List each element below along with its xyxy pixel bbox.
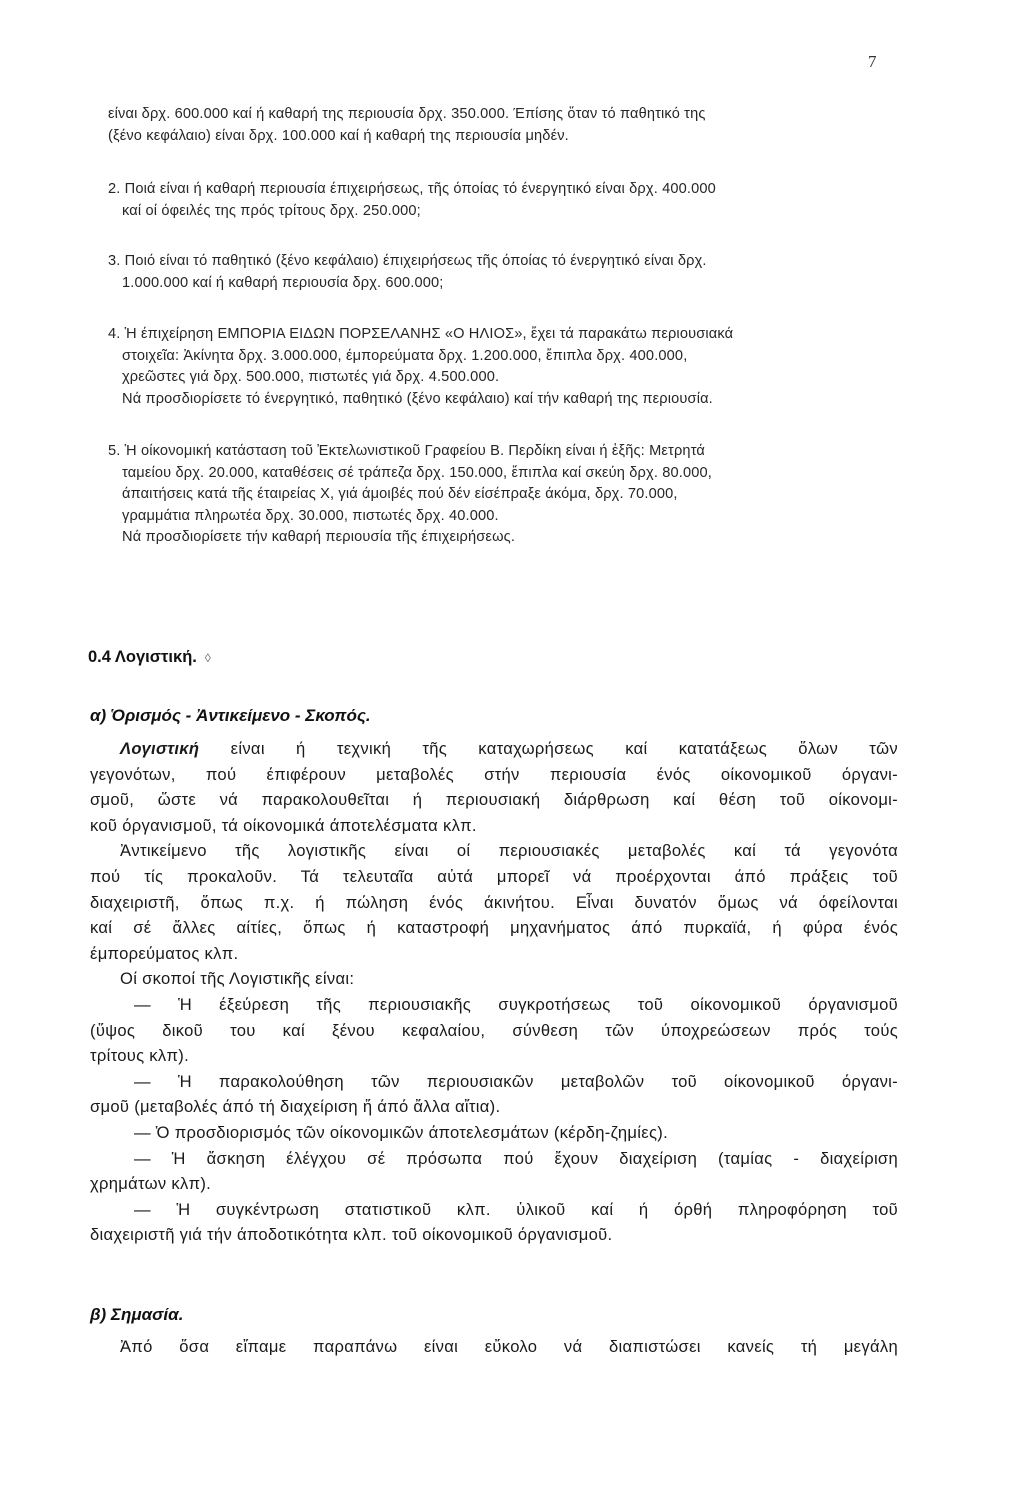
text-line: κοῦ όργανισμοῦ, τά οίκονομικά άποτελέσματα κλπ. — [90, 815, 477, 835]
text-line: ταμείου δρχ. 20.000, καταθέσεις σέ τράπεζα δρχ. 150.000, ἔπιπλα καί σκεύη δρχ. 80.000, — [122, 464, 712, 481]
bullet-line: — Ἡ έξεύρεση τῆς περιουσιακῆς συγκροτήσεως τοῦ οίκονομικοῦ όργανισμοῦ — [134, 994, 898, 1014]
text-line: γραμμάτια πληρωτέα δρχ. 30.000, πιστωτές δρχ. 40.000. — [122, 507, 499, 524]
text-line: 4. Ἡ έπιχείρηση ΕΜΠΟΡΙΑ ΕΙΔΩΝ ΠΟΡΣΕΛΑΝΗΣ «Ο ΗΛΙΟΣ», ἔχει τά παρακάτω περιουσιακά — [108, 326, 734, 342]
bullet-line: — Ἡ ἄσκηση έλέγχου σέ πρόσωπα πού ἔχουν διαχείριση (ταμίας - διαχείριση — [134, 1148, 898, 1168]
section-title — [88, 648, 211, 667]
text-line: Νά προσδιορίσετε τό ένεργητικό, παθητικό (ξένο κεφάλαιο) καί τήν καθαρή της περιουσία. — [122, 390, 713, 407]
bullet-line: — Ἡ συγκέντρωση στατιστικοῦ κλπ. ὑλικοῦ καί ή όρθή πληροφόρηση τοῦ — [134, 1199, 898, 1219]
section-title-text: 0.4 Λογιστική. — [88, 648, 197, 666]
page-number: 7 — [868, 52, 877, 71]
text-line: πού τίς προκαλοῦν. Τά τελευταῖα αὐτά μπορεῖ νά προέρχονται άπό πράξεις τοῦ — [90, 866, 898, 886]
text-line: χρημάτων κλπ). — [90, 1174, 212, 1194]
text-line: άπαιτήσεις κατά τῆς έταιρείας Χ, γιά άμοιβές πού δέν είσέπραξε άκόμα, δρχ. 70.000, — [122, 486, 678, 502]
exercise-5 — [108, 441, 908, 549]
text-line: Οί σκοποί τῆς Λογιστικῆς είναι: — [120, 969, 355, 989]
subsection-b-body — [90, 1334, 898, 1360]
margin-mark-icon: ◊ — [204, 651, 211, 665]
text-line: 5. Ἡ οίκονομική κατάσταση τοῦ Ἐκτελωνιστικοῦ Γραφείου Β. Περδίκη είναι ή ἑξῆς: Μετρητά — [108, 443, 705, 459]
text-line: τρίτους κλπ). — [90, 1046, 189, 1066]
text-line: είναι δρχ. 600.000 καί ή καθαρή της περιουσία δρχ. 350.000. Έπίσης ὅταν τό παθητικό της — [108, 106, 706, 122]
text-line: σμοῦ, ὥστε νά παρακολουθεῖται ή περιουσιακή διάρθρωση καί θέση τοῦ οίκονομι- — [90, 790, 898, 810]
text-line: χρεῶστες γιά δρχ. 500.000, πιστωτές γιά δρχ. 4.500.000. — [122, 369, 500, 385]
exercise-2 — [108, 179, 908, 222]
bullet-line: — Ὁ προσδιορισμός τῶν οίκονομικῶν άποτελεσμάτων (κέρδη-ζημίες). — [134, 1122, 668, 1142]
text-line: 1.000.000 καί ή καθαρή περιουσία δρχ. 600.000; — [122, 274, 444, 291]
bullet-line: — Ἡ παρακολούθηση τῶν περιουσιακῶν μεταβολῶν τοῦ οίκονομικοῦ όργανι- — [134, 1071, 898, 1091]
text-line: Νά προσδιορίσετε τήν καθαρή περιουσία τῆς έπιχειρήσεως. — [122, 529, 516, 545]
text-line: γεγονότων, πού έπιφέρουν μεταβολές στήν περιουσία ένός οίκονομικοῦ όργανι- — [90, 764, 898, 784]
subsection-a-heading: α) Ὁρισμός - Ἀντικείμενο - Σκοπός. — [90, 706, 371, 725]
subsection-b-heading: β) Σημασία. — [90, 1305, 184, 1324]
text-line: έμπορεύματος κλπ. — [90, 943, 239, 963]
text-line: διαχειριστῆ, ὅπως π.χ. ή πώληση ένός άκινήτου. Εἶναι δυνατόν ὅμως νά όφείλονται — [90, 892, 898, 912]
text-line: διαχειριστῆ γιά τήν άποδοτικότητα κλπ. τοῦ οίκονομικοῦ όργανισμοῦ. — [90, 1225, 613, 1245]
paragraph-1-first-line — [90, 736, 898, 762]
exercise-1-tail — [108, 104, 908, 147]
text-line: στοιχεῖα: Ἀκίνητα δρχ. 3.000.000, έμπορεύματα δρχ. 1.200.000, ἔπιπλα δρχ. 400.000, — [122, 347, 688, 364]
text-line: καί οί όφειλές της πρός τρίτους δρχ. 250.000; — [122, 202, 421, 219]
text-line: Ἀντικείμενο τῆς λογιστικῆς είναι οί περιουσιακές μεταβολές καί τά γεγονότα — [120, 841, 898, 861]
text-line: καί σέ ἄλλες αίτίες, ὅπως ή καταστροφή μηχανήματος άπό πυρκαϊά, ή φύρα ένός — [90, 918, 898, 938]
exercise-4 — [108, 324, 908, 410]
text-line: Ἀπό ὅσα εἴπαμε παραπάνω είναι εὔκολο νά διαπιστώσει κανείς τή μεγάλη — [120, 1337, 898, 1356]
keyword-logistiki: Λογιστική — [120, 739, 200, 758]
text-line: (ξένο κεφάλαιο) είναι δρχ. 100.000 καί ή καθαρή της περιουσία μηδέν. — [108, 127, 569, 144]
text-line: (ὕψος δικοῦ του καί ξένου κεφαλαίου, σύνθεση τῶν ύποχρεώσεων πρός τούς — [90, 1020, 898, 1040]
subsection-a-body — [90, 736, 898, 1248]
text-line: 2. Ποιά είναι ή καθαρή περιουσία έπιχειρήσεως, τῆς όποίας τό ένεργητικό είναι δρχ. 400.000 — [108, 181, 716, 197]
text-line: 3. Ποιό είναι τό παθητικό (ξένο κεφάλαιο) έπιχειρήσεως τῆς όποίας τό ένεργητικό είναι δρχ. — [108, 253, 707, 269]
text-span: είναι ή τεχνική τῆς καταχωρήσεως καί κατατάξεως ὅλων τῶν — [230, 739, 898, 758]
text-line: σμοῦ (μεταβολές άπό τή διαχείριση ἤ άπό ἄλλα αἴτια). — [90, 1097, 501, 1117]
exercise-3 — [108, 251, 908, 294]
